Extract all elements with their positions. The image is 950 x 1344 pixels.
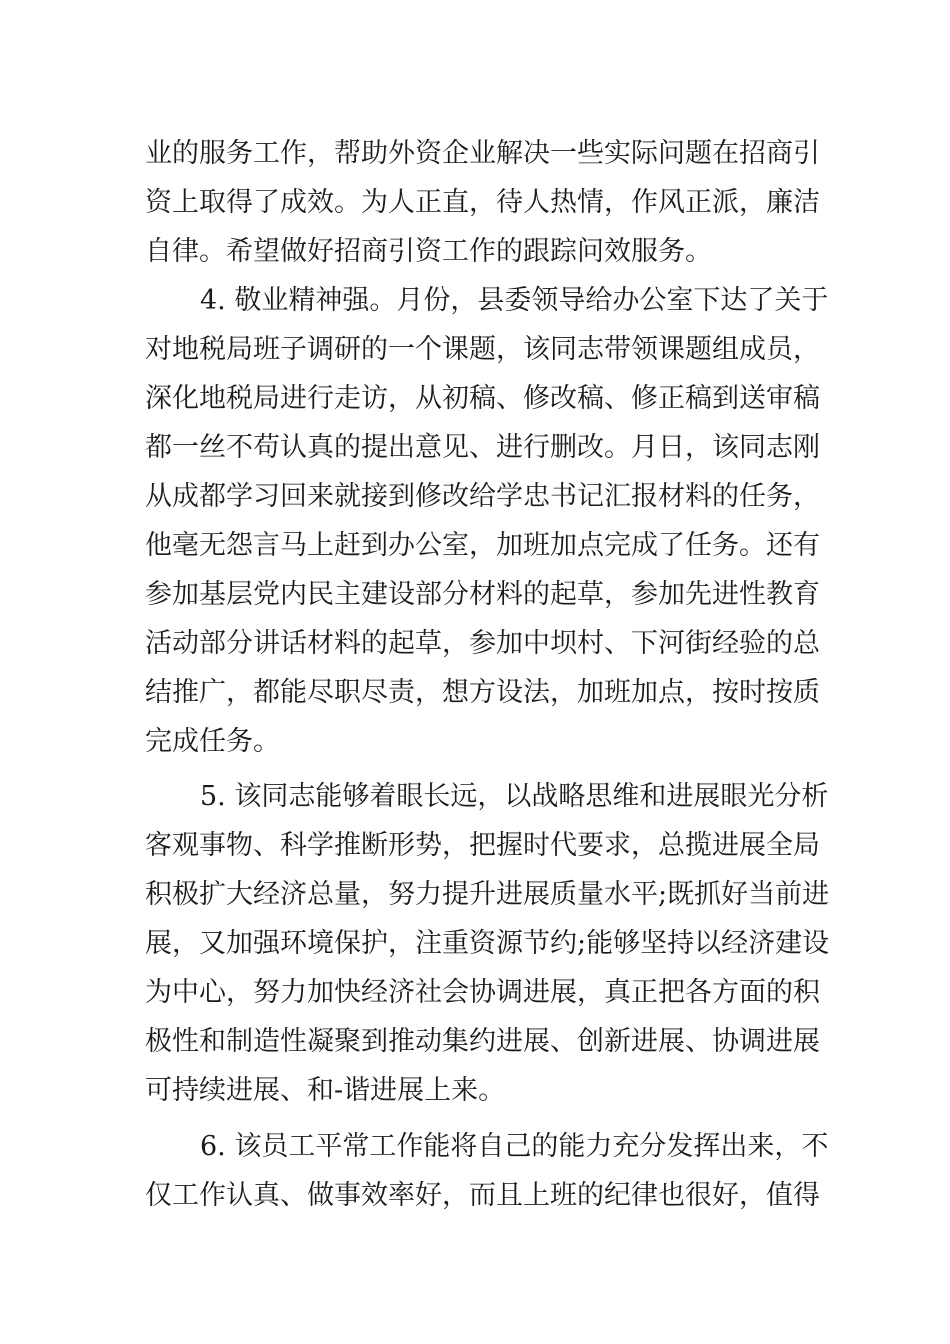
text-line-content: 极性和制造性凝聚到推动集约进展、创新进展、协调进展 (145, 1026, 820, 1057)
text-line-content: 参加基层党内民主建设部分材料的起草，参加先进性教育 (145, 579, 820, 610)
text-line-content: 业的服务工作，帮助外资企业解决一些实际问题在招商引 (145, 138, 820, 169)
text-line (0, 917, 950, 971)
text-line-content: 活动部分讲话材料的起草，参加中坝村、下河街经验的总 (145, 628, 820, 659)
text-line-content: 积极扩大经济总量，努力提升进展质量水平;既抓好当前进 (145, 879, 830, 910)
paragraph-first-line (0, 274, 950, 328)
text-line (0, 617, 950, 671)
text-line-content: 为中心，努力加快经济社会协调进展，真正把各方面的积 (145, 977, 820, 1008)
text-line-content: 5. 该同志能够着眼长远，以战略思维和进展眼光分析 (200, 781, 829, 812)
text-line-content: 自律。希望做好招商引资工作的跟踪问效服务。 (145, 236, 712, 267)
text-line (0, 519, 950, 573)
text-line-content: 6. 该员工平常工作能将自己的能力充分发挥出来，不 (200, 1131, 829, 1162)
text-line (0, 323, 950, 377)
text-line (0, 715, 950, 769)
paragraph-first-line (0, 770, 950, 824)
text-line (0, 868, 950, 922)
text-line (0, 421, 950, 475)
text-line (0, 819, 950, 873)
text-line-content: 仅工作认真、做事效率好，而且上班的纪律也很好，值得 (145, 1180, 820, 1211)
paragraph-first-line (0, 1120, 950, 1174)
text-line (0, 372, 950, 426)
text-line-content: 从成都学习回来就接到修改给学忠书记汇报材料的任务， (145, 481, 820, 512)
text-line (0, 225, 950, 279)
text-line (0, 666, 950, 720)
text-line-content: 对地税局班子调研的一个课题，该同志带领课题组成员， (145, 334, 820, 365)
text-line (0, 568, 950, 622)
text-line-content: 深化地税局进行走访，从初稿、修改稿、修正稿到送审稿 (145, 383, 820, 414)
text-line (0, 127, 950, 181)
text-line (0, 1015, 950, 1069)
text-line-content: 客观事物、科学推断形势，把握时代要求，总揽进展全局 (145, 830, 820, 861)
text-line-content: 他毫无怨言马上赶到办公室，加班加点完成了任务。还有 (145, 530, 820, 561)
text-line (0, 176, 950, 230)
text-line-content: 可持续进展、和-谐进展上来。 (145, 1075, 506, 1106)
text-line-content: 结推广，都能尽职尽责，想方设法，加班加点，按时按质 (145, 677, 820, 708)
text-line (0, 1064, 950, 1118)
text-line-content: 完成任务。 (145, 726, 280, 757)
text-line (0, 966, 950, 1020)
text-line-content: 都一丝不苟认真的提出意见、进行删改。月日，该同志刚 (145, 432, 820, 463)
text-line (0, 1169, 950, 1223)
text-line-content: 4. 敬业精神强。月份，县委领导给办公室下达了关于 (200, 285, 829, 316)
text-line (0, 470, 950, 524)
text-line-content: 展，又加强环境保护，注重资源节约;能够坚持以经济建设 (145, 928, 830, 959)
text-line-content: 资上取得了成效。为人正直，待人热情，作风正派，廉洁 (145, 187, 820, 218)
